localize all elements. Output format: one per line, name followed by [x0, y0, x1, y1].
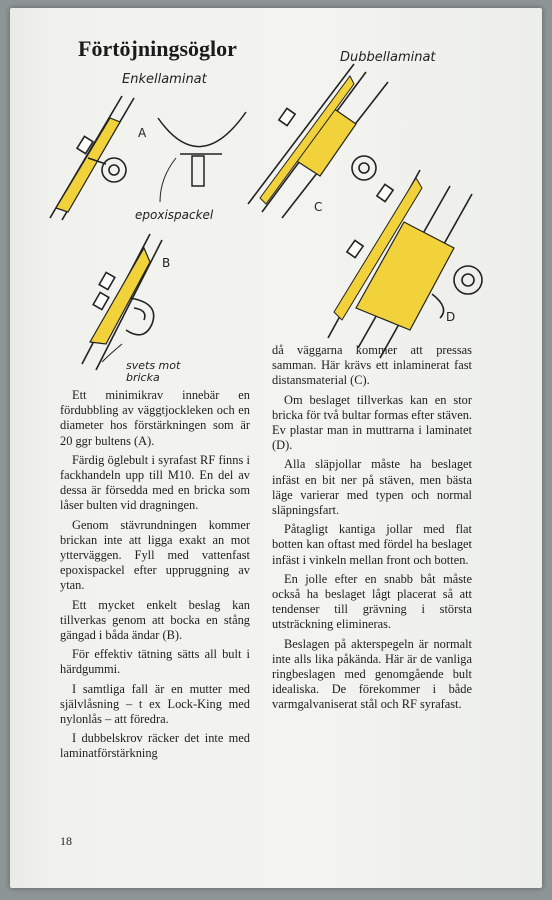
paragraph: I samtliga fall är en mutter med självlåsning – t ex Lock-King med nylonlås – att föredra.	[60, 681, 250, 727]
figure-label-b: B	[162, 256, 171, 270]
paragraph: då väggarna kommer att pressas samman. Här krävs ett inlaminerat fast distansmaterial (C).	[272, 343, 472, 388]
figure-a-drawing	[50, 96, 134, 220]
figure-label-d: D	[446, 310, 456, 324]
illustrations	[10, 8, 542, 388]
label-svets-mot-bricka: svets mot bricka	[126, 359, 181, 384]
paragraph: Färdig öglebult i syrafast RF finns i fackhandeln upp till M10. En del av dessa är försedda med en bricka som låser bulten vid dragningen.	[60, 452, 250, 513]
paragraph: Påtagligt kantiga jollar med flat botten kan oftast med fördel ha beslaget infäst i vinkeln mellan front och botten.	[272, 522, 472, 567]
paragraph: Beslagen på akterspegeln är normalt inte alls lika påkända. Här är de vanliga ringbeslagen med genomgående bult idealiska. De förekommer i både varmgalvaniserat stål och RF syrafast.	[272, 636, 472, 712]
paragraph: För effektiv tätning sätts all bult i härdgummi.	[60, 647, 250, 677]
figure-label-a: A	[138, 126, 147, 140]
figure-c-drawing	[248, 64, 388, 218]
paragraph: En jolle efter en snabb båt måste också ha beslaget lågt placerat så att tendenser till grävning i största utsträckning elimineras.	[272, 571, 472, 632]
paragraph: Alla släpjollar måste ha beslaget infäst en bit ner på stäven, men bästa läge varierar med typen och normal släpningsfart.	[272, 457, 472, 518]
text-column-right	[272, 343, 472, 717]
page-number: 18	[60, 834, 72, 848]
label-epoxispackel: epoxispackel	[135, 208, 214, 222]
paragraph: Om beslaget tillverkas kan en stor bricka för två bultar formas efter stäven. Ev plastar man in muttrarna i laminatet (D).	[272, 392, 472, 453]
paragraph: I dubbelskrov räcker det inte med laminatförstärkning	[60, 731, 250, 761]
figure-b-drawing	[82, 234, 162, 370]
text-column-left	[60, 388, 250, 766]
paragraph: Genom stävrundningen kommer brickan inte att ligga exakt an mot ytterväggen. Fyll med vattenfast epoxispackel efter uppruggning av ytan.	[60, 517, 250, 593]
paragraph: Ett mycket enkelt beslag kan tillverkas genom att bocka en stång gängad i båda ändar (B).	[60, 597, 250, 643]
label-dubbellaminat: Dubbellaminat	[340, 50, 436, 65]
figure-d-drawing	[328, 170, 482, 358]
label-enkellaminat: Enkellaminat	[122, 72, 207, 87]
paragraph: Ett minimikrav innebär en fördubbling av väggtjockleken och en diameter hos förstärkningen som är 20 ggr bultens (A).	[60, 388, 250, 448]
figure-a-detail-drawing	[158, 112, 246, 202]
figure-label-c: C	[314, 200, 323, 214]
page-title: Förtöjningsöglor	[78, 36, 237, 61]
book-page	[10, 8, 542, 888]
